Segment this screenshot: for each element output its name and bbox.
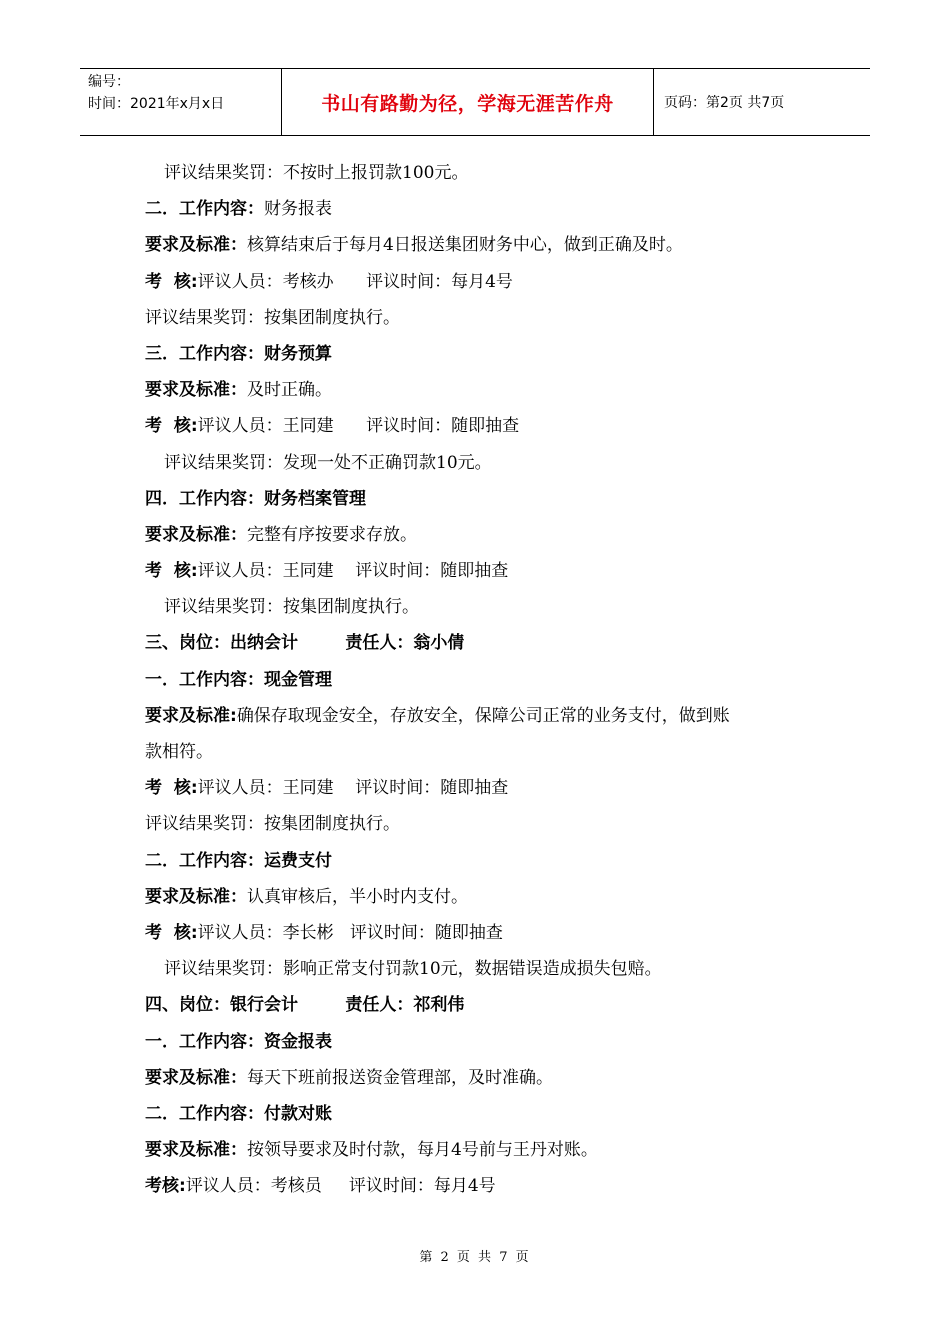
text-line [145, 770, 815, 806]
text-line [145, 372, 815, 408]
text-line [145, 227, 815, 263]
text-line [145, 553, 815, 589]
line-label: 四．工作内容：财务档案管理 [145, 488, 366, 509]
text-line [145, 1024, 815, 1060]
line-text: 评议结果奖罚：按集团制度执行。 [164, 597, 419, 618]
line-text: 及时正确。 [247, 380, 332, 401]
text-line [145, 336, 815, 372]
line-label: 考 核: [145, 416, 198, 437]
line-label: 二．工作内容： [145, 199, 264, 220]
text-line [145, 734, 815, 770]
text-line [145, 843, 815, 879]
text-line [145, 662, 815, 698]
line-text: 评议结果奖罚：影响正常支付罚款10元，数据错误造成损失包赔。 [164, 959, 662, 980]
line-text: 评议结果奖罚：按集团制度执行。 [145, 814, 400, 835]
page-header [80, 68, 870, 136]
line-label: 一．工作内容：现金管理 [145, 669, 332, 690]
page-footer: 第 2 页 共 7 页 [419, 1250, 531, 1265]
text-line [145, 445, 815, 481]
line-text: 每天下班前报送资金管理部，及时准确。 [247, 1067, 553, 1088]
line-text: 评议人员：李长彬 评议时间：随即抽查 [197, 922, 503, 943]
line-label: 要求及标准： [145, 380, 247, 401]
line-text: 完整有序按要求存放。 [247, 524, 417, 545]
text-line [145, 191, 815, 227]
line-label: 二．工作内容：运费支付 [145, 850, 332, 871]
text-line [145, 1132, 815, 1168]
line-label: 要求及标准： [145, 886, 247, 907]
text-line [145, 1168, 815, 1204]
line-text: 评议结果奖罚：发现一处不正确罚款10元。 [164, 452, 492, 473]
line-text: 评议结果奖罚：不按时上报罚款100元。 [164, 163, 469, 183]
line-text: 认真审核后，半小时内支付。 [247, 886, 468, 907]
document-body [145, 155, 815, 1204]
line-label: 考 核: [145, 778, 198, 799]
line-text: 按领导要求及时付款，每月4号前与王丹对账。 [247, 1140, 598, 1161]
text-line [145, 264, 815, 300]
line-text: 评议人员：王同建 评议时间：随即抽查 [197, 416, 520, 437]
text-line [145, 806, 815, 842]
line-text: 核算结束后于每月4日报送集团财务中心，做到正确及时。 [247, 235, 683, 256]
header-page-info: 页码：第2页 共7页 [664, 95, 785, 111]
text-line [145, 1096, 815, 1132]
text-line [145, 625, 815, 661]
line-label: 考 核: [145, 561, 198, 582]
document-number: 编号： [88, 74, 130, 90]
text-line [145, 1060, 815, 1096]
line-text: 评议人员：考核员 评议时间：每月4号 [185, 1176, 496, 1197]
line-label: 要求及标准： [145, 1140, 247, 1161]
document-date: 时间：2021年x月x日 [88, 96, 225, 112]
line-label: 要求及标准： [145, 524, 247, 545]
text-line [145, 951, 815, 987]
line-label: 考核: [145, 1176, 186, 1197]
line-label: 要求及标准： [145, 1067, 247, 1088]
header-meta [80, 69, 282, 135]
line-label: 要求及标准： [145, 235, 247, 256]
line-text: 评议人员：王同建 评议时间：随即抽查 [197, 561, 509, 582]
text-line [145, 915, 815, 951]
line-label: 二．工作内容：付款对账 [145, 1103, 332, 1124]
line-text: 评议人员：考核办 评议时间：每月4号 [197, 271, 513, 292]
header-motto: 书山有路勤为径，学海无涯苦作舟 [321, 92, 614, 115]
text-line [145, 155, 815, 191]
text-line [145, 517, 815, 553]
line-text: 评议结果奖罚：按集团制度执行。 [145, 307, 400, 328]
line-label: 三．工作内容：财务预算 [145, 343, 332, 364]
text-line [145, 589, 815, 625]
line-label: 考 核: [145, 271, 198, 292]
line-text: 评议人员：王同建 评议时间：随即抽查 [197, 778, 509, 799]
header-motto-cell [282, 69, 654, 135]
text-line [145, 987, 815, 1023]
line-label: 三、岗位：出纳会计 责任人：翁小倩 [145, 633, 465, 654]
line-label: 考 核: [145, 922, 198, 943]
text-line [145, 408, 815, 444]
line-label: 四、岗位：银行会计 责任人：祁利伟 [145, 995, 465, 1016]
line-label: 一．工作内容：资金报表 [145, 1031, 332, 1052]
text-line [145, 300, 815, 336]
line-text: 确保存取现金安全，存放安全，保障公司正常的业务支付，做到账 [236, 705, 730, 726]
line-label: 要求及标准: [145, 705, 237, 726]
line-text: 财务报表 [264, 199, 332, 220]
line-text: 款相符。 [145, 742, 213, 762]
text-line [145, 698, 815, 734]
text-line [145, 481, 815, 517]
text-line [145, 879, 815, 915]
